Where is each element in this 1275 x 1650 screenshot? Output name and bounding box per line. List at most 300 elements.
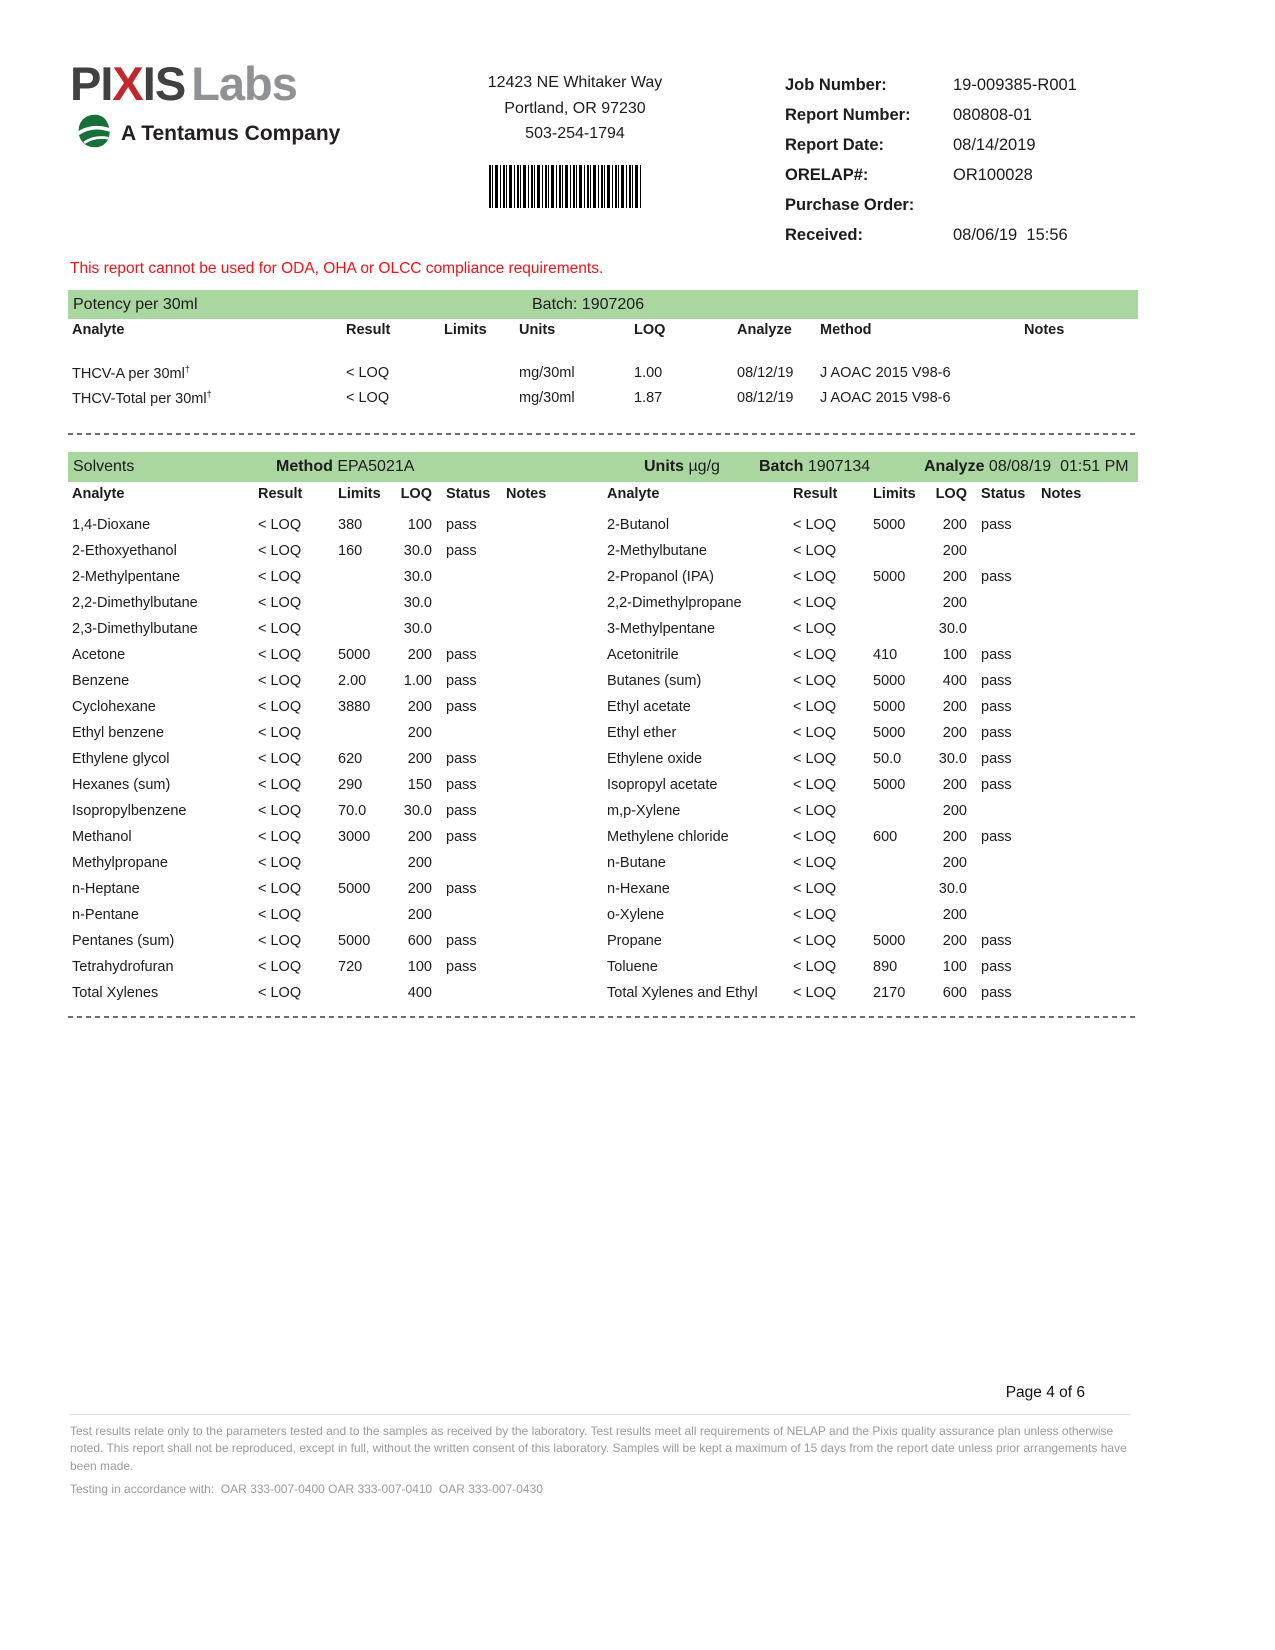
cell-loq: 200 — [942, 803, 967, 819]
cell-result: < LOQ — [258, 751, 302, 767]
cell-notes — [1037, 512, 1095, 538]
cell-limits: 5000 — [338, 881, 371, 897]
footer-accordance: Testing in accordance with: OAR 333-007-0400 OAR 333-007-0410 OAR 333-007-0430 — [70, 1482, 543, 1496]
cell-notes — [1037, 746, 1095, 772]
cell-limits — [334, 980, 388, 1006]
cell-loq: 30.0 — [403, 803, 432, 819]
solvent-row — [68, 694, 560, 720]
cell-result: < LOQ — [793, 855, 837, 871]
solvent-row — [603, 642, 1095, 668]
barcode — [489, 165, 641, 208]
lab-address — [430, 70, 720, 147]
cell-loq: 200 — [942, 829, 967, 845]
cell-result: < LOQ — [258, 517, 302, 533]
cell-method: J AOAC 2015 V98-6 — [820, 389, 951, 406]
cell-limits — [869, 616, 923, 642]
cell-status — [973, 850, 1037, 876]
cell-analyte: Ethyl acetate — [607, 699, 691, 715]
cell-result: < LOQ — [258, 985, 302, 1001]
report-info-list — [785, 70, 1077, 250]
report-info-value: 080808-01 — [953, 106, 1032, 124]
cell-result: < LOQ — [793, 647, 837, 663]
cell-limits: 50.0 — [873, 751, 902, 767]
solvent-row — [603, 824, 1095, 850]
cell-notes — [502, 746, 560, 772]
cell-notes — [1037, 590, 1095, 616]
tentamus-leaf-icon — [76, 113, 112, 154]
cell-analyte — [68, 360, 342, 385]
solvents-batch — [759, 452, 871, 482]
cell-analyte: Ethyl ether — [607, 725, 677, 741]
col-analyte: Analyte — [72, 486, 125, 502]
cell-status: pass — [981, 725, 1012, 741]
solvent-row — [603, 668, 1095, 694]
solvent-row — [603, 746, 1095, 772]
cell-loq: 200 — [942, 569, 967, 585]
solvent-row — [68, 798, 560, 824]
cell-status: pass — [446, 803, 477, 819]
cell-status — [438, 902, 502, 928]
method-value: EPA5021A — [332, 458, 415, 475]
cell-analyte: Cyclohexane — [72, 699, 156, 715]
col-result: Result — [258, 486, 303, 502]
logo-wordmark — [70, 57, 340, 110]
solvents-analyze — [924, 452, 1129, 482]
cell-analyte: Toluene — [607, 959, 658, 975]
report-info-label: Job Number: — [785, 76, 887, 94]
cell-status: pass — [446, 933, 477, 949]
batch-value: 1907134 — [803, 458, 871, 475]
pixis-labs-logo — [70, 57, 341, 154]
cell-status: pass — [446, 829, 477, 845]
units-label: Units — [644, 458, 684, 475]
col-limits: Limits — [338, 486, 381, 502]
cell-limits — [869, 850, 923, 876]
cell-loq: 400 — [942, 673, 967, 689]
cell-analyte: n-Pentane — [72, 907, 139, 923]
cell-limits — [334, 850, 388, 876]
cell-notes — [1037, 824, 1095, 850]
cell-notes — [502, 694, 560, 720]
col-status: Status — [446, 486, 491, 502]
cell-loq: 200 — [942, 543, 967, 559]
cell-limits — [440, 360, 515, 385]
potency-batch: Batch: 1907206 — [532, 296, 645, 313]
solvent-row — [603, 772, 1095, 798]
address-line-2: Portland, OR 97230 — [504, 99, 646, 117]
cell-result: < LOQ — [793, 595, 837, 611]
cell-loq: 30.0 — [938, 621, 967, 637]
solvents-title: Solvents — [73, 458, 135, 475]
cell-status: pass — [446, 647, 477, 663]
cell-analyte: o-Xylene — [607, 907, 665, 923]
solvent-row — [68, 902, 560, 928]
cell-result: < LOQ — [258, 855, 302, 871]
cell-analyte: 2,2-Dimethylpropane — [607, 595, 742, 611]
cell-limits: 890 — [873, 959, 898, 975]
cell-status: pass — [446, 751, 477, 767]
cell-status: pass — [981, 933, 1012, 949]
report-info-value: 08/06/19 15:56 — [953, 226, 1068, 244]
cell-loq: 200 — [942, 907, 967, 923]
cell-units: mg/30ml — [519, 364, 575, 381]
solvents-method — [276, 452, 415, 482]
cell-result: < LOQ — [793, 699, 837, 715]
cell-limits: 5000 — [338, 647, 371, 663]
cell-result: < LOQ — [258, 829, 302, 845]
cell-notes — [1020, 385, 1138, 410]
cell-limits: 720 — [338, 959, 363, 975]
cell-analyte — [68, 385, 342, 410]
cell-result: < LOQ — [793, 569, 837, 585]
solvent-row — [603, 902, 1095, 928]
analyze-value: 08/08/19 01:51 PM — [984, 458, 1129, 475]
cell-analyte: n-Butane — [607, 855, 666, 871]
cell-result: < LOQ — [346, 364, 390, 381]
cell-loq: 1.00 — [634, 364, 663, 381]
cell-status — [438, 564, 502, 590]
cell-limits — [869, 590, 923, 616]
units-value: µg/g — [684, 458, 720, 475]
report-info-label: Purchase Order: — [785, 196, 915, 214]
solvent-row — [68, 590, 560, 616]
cell-limits: 5000 — [873, 777, 906, 793]
cell-status — [438, 850, 502, 876]
col-analyte: Analyte — [607, 486, 660, 502]
cell-limits: 3880 — [338, 699, 371, 715]
cell-limits: 290 — [338, 777, 363, 793]
solvent-row — [603, 694, 1095, 720]
cell-loq: 100 — [942, 647, 967, 663]
potency-table — [68, 322, 1138, 410]
cell-result: < LOQ — [793, 829, 837, 845]
cell-notes — [1037, 902, 1095, 928]
cell-loq: 30.0 — [403, 621, 432, 637]
solvents-table-right — [603, 486, 1095, 1006]
analyte-footnote-mark: † — [184, 363, 190, 374]
solvent-row — [68, 720, 560, 746]
cell-analyte: Acetone — [72, 647, 126, 663]
cell-analyte: Methylene chloride — [607, 829, 729, 845]
cell-analyte: m,p-Xylene — [607, 803, 681, 819]
col-units: Units — [519, 322, 556, 338]
cell-limits: 3000 — [338, 829, 371, 845]
col-status: Status — [981, 486, 1026, 502]
cell-analyte: 2-Ethoxyethanol — [72, 543, 177, 559]
logo-part-pi: PI — [70, 57, 113, 110]
cell-limits — [440, 385, 515, 410]
solvent-row — [603, 590, 1095, 616]
solvent-row — [603, 798, 1095, 824]
cell-result: < LOQ — [793, 881, 837, 897]
solvent-row — [603, 980, 1095, 1006]
cell-analyte: 1,4-Dioxane — [72, 517, 151, 533]
solvents-header-row — [603, 486, 1095, 512]
cell-status: pass — [981, 673, 1012, 689]
solvent-row — [68, 746, 560, 772]
cell-notes — [1037, 720, 1095, 746]
cell-loq: 100 — [407, 517, 432, 533]
report-info-value: 19-009385-R001 — [953, 76, 1077, 94]
cell-loq: 200 — [942, 699, 967, 715]
cell-status — [973, 590, 1037, 616]
cell-notes — [1037, 798, 1095, 824]
cell-status: pass — [446, 543, 477, 559]
cell-limits: 5000 — [873, 517, 906, 533]
col-analyte: Analyte — [72, 322, 125, 338]
analyte-footnote-mark: † — [206, 388, 212, 399]
solvent-row — [68, 668, 560, 694]
cell-notes — [502, 980, 560, 1006]
cell-limits: 380 — [338, 517, 363, 533]
col-notes: Notes — [1024, 322, 1065, 338]
cell-loq: 400 — [407, 985, 432, 1001]
solvents-tables — [68, 486, 1138, 1006]
cell-limits — [869, 902, 923, 928]
solvents-table-left — [68, 486, 560, 1006]
cell-analyte: Butanes (sum) — [607, 673, 702, 689]
cell-loq: 200 — [407, 751, 432, 767]
cell-notes — [502, 642, 560, 668]
cell-status: pass — [981, 647, 1012, 663]
report-info-value — [953, 190, 1077, 220]
cell-analyte: Isopropyl acetate — [607, 777, 718, 793]
cell-limits: 5000 — [873, 673, 906, 689]
cell-notes — [1020, 360, 1138, 385]
report-info-label: Received: — [785, 226, 863, 244]
cell-analyte: 2-Propanol (IPA) — [607, 569, 714, 585]
cell-analyte: Propane — [607, 933, 662, 949]
cell-result: < LOQ — [258, 595, 302, 611]
cell-notes — [502, 590, 560, 616]
cell-notes — [1037, 564, 1095, 590]
cell-analyte: 2,3-Dimethylbutane — [72, 621, 198, 637]
cell-analyte: Tetrahydrofuran — [72, 959, 174, 975]
cell-notes — [1037, 980, 1095, 1006]
cell-loq: 30.0 — [403, 569, 432, 585]
cell-analyte: Ethylene glycol — [72, 751, 170, 767]
cell-result: < LOQ — [258, 907, 302, 923]
solvent-row — [68, 954, 560, 980]
cell-analyte: 2-Methylpentane — [72, 569, 181, 585]
method-label: Method — [276, 458, 333, 475]
cell-result: < LOQ — [793, 673, 837, 689]
solvent-row — [68, 772, 560, 798]
cell-status: pass — [446, 517, 477, 533]
cell-loq: 1.87 — [634, 389, 663, 406]
solvent-row — [603, 928, 1095, 954]
analyte-name: THCV-Total per 30ml — [72, 390, 207, 407]
cell-result: < LOQ — [258, 621, 302, 637]
cell-loq: 150 — [407, 777, 432, 793]
cell-loq: 200 — [407, 855, 432, 871]
cell-analyte: n-Hexane — [607, 881, 670, 897]
cell-status: pass — [981, 777, 1012, 793]
report-info-value: OR100028 — [953, 166, 1033, 184]
logo-part-x: X — [112, 57, 143, 110]
cell-limits: 5000 — [873, 699, 906, 715]
cell-notes — [1037, 642, 1095, 668]
cell-result: < LOQ — [258, 699, 302, 715]
solvent-row — [603, 720, 1095, 746]
cell-analyze: 08/12/19 — [737, 389, 794, 406]
cell-status — [438, 616, 502, 642]
cell-limits: 5000 — [873, 569, 906, 585]
solvent-row — [68, 876, 560, 902]
cell-limits: 5000 — [338, 933, 371, 949]
col-loq: LOQ — [400, 486, 432, 502]
cell-limits: 5000 — [873, 933, 906, 949]
logo-part-is: IS — [142, 57, 186, 110]
cell-loq: 200 — [942, 777, 967, 793]
cell-limits — [334, 590, 388, 616]
cell-notes — [1037, 668, 1095, 694]
cell-limits — [334, 720, 388, 746]
cell-result: < LOQ — [258, 647, 302, 663]
cell-loq: 1.00 — [403, 673, 432, 689]
cell-result: < LOQ — [258, 777, 302, 793]
cell-status — [973, 616, 1037, 642]
page-number: Page 4 of 6 — [1005, 1384, 1085, 1401]
cell-loq: 600 — [942, 985, 967, 1001]
cell-notes — [502, 954, 560, 980]
cell-analyte: 2,2-Dimethylbutane — [72, 595, 198, 611]
cell-result: < LOQ — [258, 881, 302, 897]
cell-notes — [502, 616, 560, 642]
cell-notes — [502, 720, 560, 746]
cell-analyte: Total Xylenes and Ethyl — [607, 985, 758, 1001]
potency-header-row — [68, 322, 1138, 360]
cell-notes — [1037, 876, 1095, 902]
address-line-3: 503-254-1794 — [525, 125, 625, 143]
cell-loq: 30.0 — [938, 751, 967, 767]
solvent-row — [68, 538, 560, 564]
cell-limits: 620 — [338, 751, 363, 767]
cell-result: < LOQ — [793, 933, 837, 949]
cell-analyte: Methylpropane — [72, 855, 168, 871]
cell-result: < LOQ — [258, 569, 302, 585]
cell-status: pass — [446, 777, 477, 793]
solvent-row — [68, 928, 560, 954]
cell-analyte: Hexanes (sum) — [72, 777, 171, 793]
compliance-warning: This report cannot be used for ODA, OHA or OLCC compliance requirements. — [70, 260, 604, 277]
solvent-row — [68, 850, 560, 876]
cell-result: < LOQ — [793, 777, 837, 793]
cell-status — [973, 798, 1037, 824]
cell-notes — [502, 772, 560, 798]
solvent-row — [68, 642, 560, 668]
solvent-row — [603, 954, 1095, 980]
cell-status: pass — [981, 985, 1012, 1001]
cell-notes — [1037, 616, 1095, 642]
logo-tagline — [76, 113, 340, 154]
cell-analyte: Methanol — [72, 829, 132, 845]
solvent-row — [68, 512, 560, 538]
cell-notes — [1037, 928, 1095, 954]
col-result: Result — [793, 486, 838, 502]
cell-notes — [502, 798, 560, 824]
solvent-row — [68, 616, 560, 642]
cell-result: < LOQ — [258, 673, 302, 689]
cell-limits: 70.0 — [338, 803, 367, 819]
analyze-label: Analyze — [924, 458, 985, 475]
cell-limits — [334, 902, 388, 928]
cell-analyte: 3-Methylpentane — [607, 621, 716, 637]
cell-limits: 5000 — [873, 725, 906, 741]
cell-loq: 200 — [407, 829, 432, 845]
solvent-row — [68, 980, 560, 1006]
cell-limits: 160 — [338, 543, 363, 559]
cell-result: < LOQ — [258, 543, 302, 559]
cell-limits — [869, 798, 923, 824]
col-limits: Limits — [873, 486, 916, 502]
cell-loq: 600 — [407, 933, 432, 949]
cell-notes — [502, 876, 560, 902]
cell-loq: 30.0 — [938, 881, 967, 897]
cell-result: < LOQ — [793, 517, 837, 533]
cell-analyte: Ethylene oxide — [607, 751, 703, 767]
cell-loq: 30.0 — [403, 543, 432, 559]
analyte-name: THCV-A per 30ml — [72, 365, 185, 382]
cell-notes — [502, 902, 560, 928]
cell-units: mg/30ml — [519, 389, 575, 406]
cell-notes — [1037, 850, 1095, 876]
cell-result: < LOQ — [346, 389, 390, 406]
section-divider — [68, 1016, 1138, 1018]
footer-disclaimer: Test results relate only to the parameters tested and to the samples as received by the laboratory. Test results meet all requirements of NELAP and the Pixis quality assurance plan unless otherwise noted. This report shall not be reproduced, except in full, without the written consent of this laboratory. Samples will be kept a maximum of 15 days from the report date unless prior arrangements have been made. — [70, 1414, 1130, 1475]
cell-notes — [502, 538, 560, 564]
cell-result: < LOQ — [793, 751, 837, 767]
cell-notes — [1037, 538, 1095, 564]
col-notes: Notes — [1041, 486, 1082, 502]
cell-result: < LOQ — [793, 985, 837, 1001]
solvent-row — [603, 616, 1095, 642]
batch-label: Batch — [759, 458, 804, 475]
cell-status — [438, 980, 502, 1006]
cell-loq: 200 — [407, 907, 432, 923]
cell-status — [438, 720, 502, 746]
cell-status: pass — [446, 881, 477, 897]
cell-loq: 200 — [942, 855, 967, 871]
cell-result: < LOQ — [793, 543, 837, 559]
cell-limits — [869, 876, 923, 902]
cell-status — [438, 590, 502, 616]
col-result: Result — [346, 322, 391, 338]
cell-status — [973, 538, 1037, 564]
potency-title: Potency per 30ml — [73, 296, 198, 313]
cell-status: pass — [981, 569, 1012, 585]
solvent-row — [603, 850, 1095, 876]
cell-result: < LOQ — [793, 725, 837, 741]
cell-notes — [502, 928, 560, 954]
cell-loq: 200 — [942, 725, 967, 741]
solvent-row — [603, 538, 1095, 564]
cell-notes — [1037, 694, 1095, 720]
cell-limits — [334, 564, 388, 590]
logo-tagline-text: A Tentamus Company — [121, 121, 341, 145]
cell-result: < LOQ — [258, 933, 302, 949]
col-analyze: Analyze — [737, 322, 792, 338]
solvent-row — [603, 512, 1095, 538]
report-info-label: ORELAP#: — [785, 166, 869, 184]
cell-limits: 2170 — [873, 985, 906, 1001]
cell-loq: 200 — [407, 881, 432, 897]
section-divider — [68, 433, 1138, 435]
cell-status: pass — [446, 699, 477, 715]
cell-loq: 200 — [407, 725, 432, 741]
logo-part-labs: Labs — [191, 57, 297, 110]
col-notes: Notes — [506, 486, 547, 502]
